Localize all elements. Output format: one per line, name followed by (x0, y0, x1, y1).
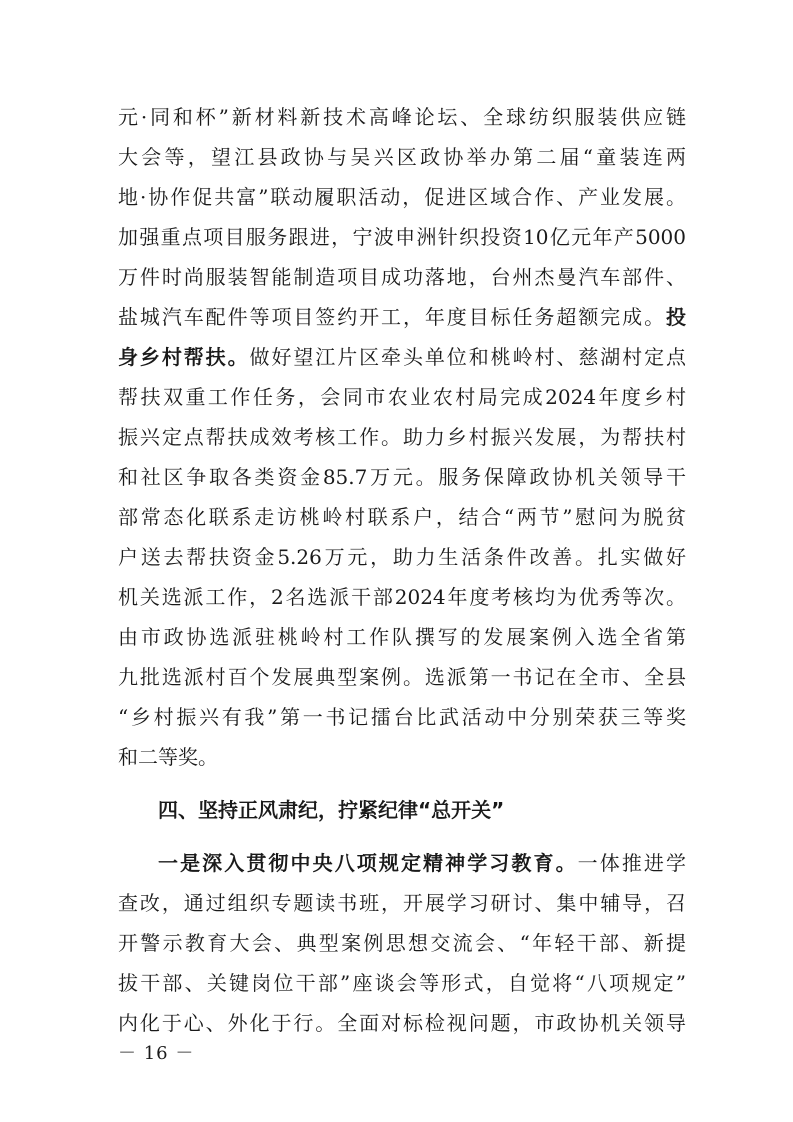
text-line: 内化于心、外化于行。全面对标检视问题，市政协机关领导 (118, 1011, 686, 1035)
text-line: 九批选派村百个发展典型案例。选派第一书记在全市、全县 (118, 665, 686, 689)
text-line: 开警示教育大会、典型案例思想交流会、“年轻干部、新提 (118, 931, 686, 955)
text-line: 帮扶双重工作任务，会同市农业农村局完成2024年度乡村 (118, 385, 686, 409)
text-segment: 盐城汽车配件等项目签约开工，年度目标任务超额完成。 (118, 305, 666, 329)
text-line: 万件时尚服装智能制造项目成功落地，台州杰曼汽车部件、 (118, 265, 686, 289)
paragraph-gap (118, 830, 686, 843)
text-line: 户送去帮扶资金5.26万元，助力生活条件改善。扎实做好 (118, 545, 686, 569)
text-line: 部常态化联系走访桃岭村联系户，结合“两节”慰问为脱贫 (118, 505, 686, 529)
text-segment: 做好望江片区牵头单位和桃岭村、慈湖村定点 (249, 345, 687, 369)
text-line: 和二等奖。 (118, 745, 218, 769)
body-text (118, 97, 686, 1043)
bold-lead-in: 投 (666, 305, 686, 329)
text-line (118, 843, 686, 883)
text-segment: 一体推进学 (577, 851, 687, 875)
text-line: 机关选派工作，2名选派干部2024年度考核均为优秀等次。 (118, 585, 686, 609)
text-line: 拔干部、关键岗位干部”座谈会等形式，自觉将“八项规定” (118, 971, 686, 995)
page-number: － 16 － (118, 1043, 195, 1064)
bold-lead-in: 身乡村帮扶。 (118, 345, 250, 369)
text-line: 地·协作促共富”联动履职活动，促进区域合作、产业发展。 (118, 185, 686, 209)
text-line: 查改，通过组织专题读书班，开展学习研讨、集中辅导，召 (118, 891, 686, 915)
text-line (118, 337, 686, 377)
bold-lead-in: 一是深入贯彻中央八项规定精神学习教育。 (158, 851, 578, 875)
section-heading: 四、坚持正风肃纪，拧紧纪律“总开关” (158, 798, 505, 822)
text-line: 由市政协选派驻桃岭村工作队撰写的发展案例入选全省第 (118, 625, 686, 649)
text-line: 和社区争取各类资金85.7万元。服务保障政协机关领导干 (118, 465, 686, 489)
text-line: 振兴定点帮扶成效考核工作。助力乡村振兴发展，为帮扶村 (118, 425, 686, 449)
text-line: 大会等，望江县政协与吴兴区政协举办第二届“童装连两 (118, 145, 686, 169)
text-line: 加强重点项目服务跟进，宁波申洲针织投资10亿元年产5000 (118, 225, 686, 249)
text-line: “乡村振兴有我”第一书记擂台比武活动中分别荣获三等奖 (118, 705, 686, 729)
text-line (118, 297, 686, 337)
text-line: 元·同和杯”新材料新技术高峰论坛、全球纺织服装供应链 (118, 105, 686, 129)
paragraph-gap (118, 777, 686, 790)
